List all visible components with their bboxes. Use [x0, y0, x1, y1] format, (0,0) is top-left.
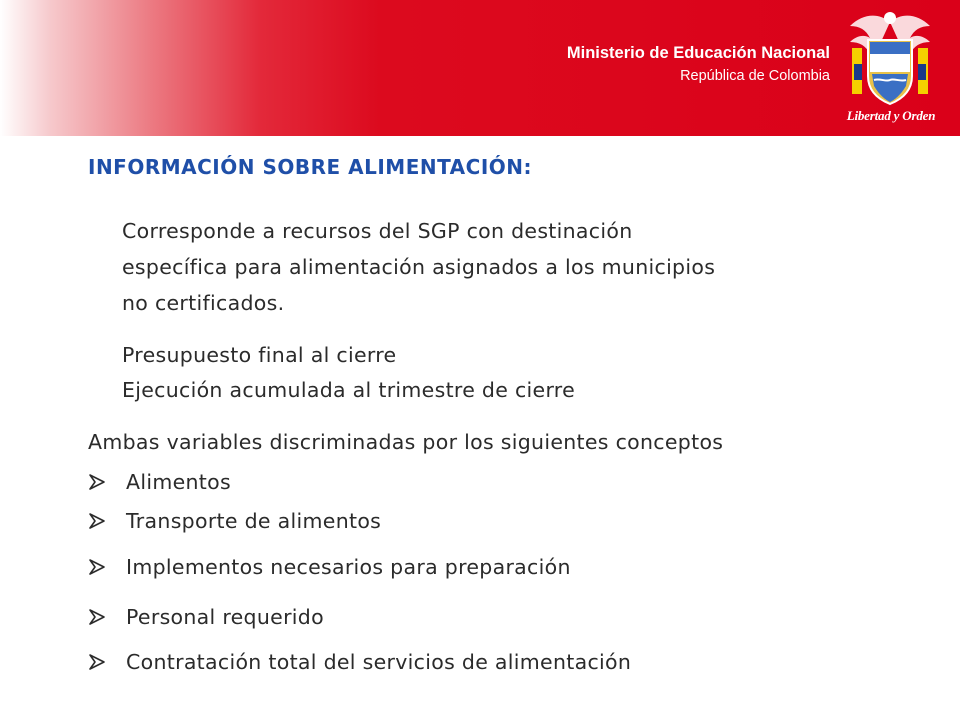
ministry-name: Ministerio de Educación Nacional: [566, 44, 830, 62]
concept-item: [88, 509, 381, 533]
concept-label: Alimentos: [126, 470, 231, 494]
arrow-bullet-icon: [88, 650, 126, 674]
concepts-intro: Ambas variables discriminadas por los siguientes conceptos: [88, 430, 724, 454]
concept-item: [88, 555, 571, 579]
variable-item: Presupuesto final al cierre: [122, 343, 397, 367]
paragraph-line: no certificados.: [122, 291, 285, 315]
variable-item: Ejecución acumulada al trimestre de cierre: [122, 378, 575, 402]
concept-label: Contratación total del servicios de alimentación: [126, 650, 632, 674]
concept-item: [88, 470, 231, 494]
concept-label: Transporte de alimentos: [126, 509, 382, 533]
paragraph-line: específica para alimentación asignados a los municipios: [122, 255, 716, 279]
page-title: INFORMACIÓN SOBRE ALIMENTACIÓN:: [88, 155, 533, 179]
ministry-block: [567, 42, 830, 86]
arrow-bullet-icon: [88, 470, 126, 494]
arrow-bullet-icon: [88, 509, 126, 533]
paragraph-line: Corresponde a recursos del SGP con destinación: [122, 219, 633, 243]
concept-label: Implementos necesarios para preparación: [126, 555, 571, 579]
variables-list: [122, 338, 575, 408]
concept-item: [88, 650, 631, 674]
description-paragraph: [122, 213, 882, 321]
header-banner: [0, 0, 960, 136]
concept-item: [88, 605, 324, 629]
concept-label: Personal requerido: [126, 605, 324, 629]
arrow-bullet-icon: [88, 555, 126, 579]
arrow-bullet-icon: [88, 605, 126, 629]
republic-name: República de Colombia: [680, 68, 830, 84]
motto-label: Libertad y Orden: [846, 108, 936, 123]
